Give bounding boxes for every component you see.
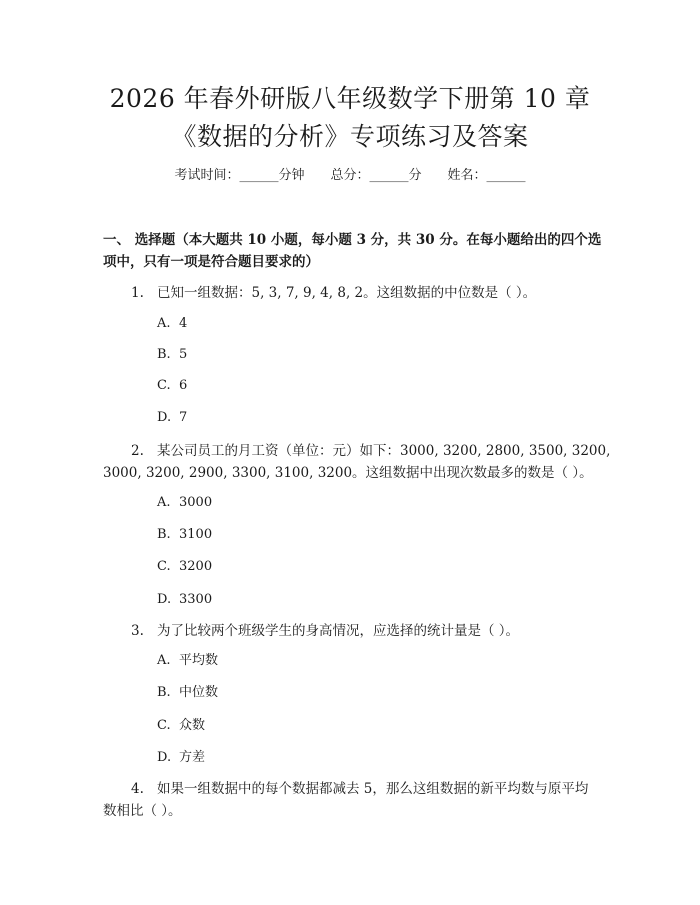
question-number: 4.: [131, 781, 144, 797]
question-1-option-c: [157, 376, 187, 396]
question-1-option-a: [157, 314, 187, 334]
option-text: 平均数: [179, 653, 219, 668]
question-2-option-c: [157, 557, 212, 577]
question-number: 2.: [131, 443, 144, 459]
option-letter: C.: [157, 718, 171, 733]
option-text: 3300: [179, 592, 213, 607]
option-text: 中位数: [179, 685, 219, 700]
question-3-option-d: [157, 748, 205, 768]
question-3: [131, 620, 519, 642]
question-3-option-c: [157, 716, 205, 736]
question-3-option-b: [157, 683, 218, 703]
option-letter: B.: [157, 527, 171, 542]
question-text: 为了比较两个班级学生的身高情况，应选择的统计量是（ ）。: [157, 623, 520, 639]
exam-info: [0, 166, 700, 186]
option-letter: D.: [157, 750, 172, 765]
document-title-line-2: 《数据的分析》专项练习及答案: [171, 122, 529, 151]
total-score-field: 总分：______分: [330, 168, 422, 183]
question-3-option-a: [157, 651, 218, 671]
option-letter: A.: [157, 653, 171, 668]
option-letter: A.: [157, 316, 171, 331]
option-text: 众数: [179, 718, 206, 733]
option-text: 3000: [179, 495, 213, 510]
option-text: 4: [179, 316, 188, 331]
question-2-continuation: 3000, 3200, 2900, 3300, 3100, 3200。这组数据中出现次数最多的数是（ ）。: [103, 465, 593, 481]
section-heading-line-2: 项中，只有一项是符合题目要求的）: [103, 254, 319, 270]
question-text: 已知一组数据：5, 3, 7, 9, 4, 8, 2。这组数据的中位数是（ ）。: [157, 285, 537, 301]
question-2: [131, 440, 610, 462]
option-text: 7: [179, 410, 188, 425]
option-letter: B.: [157, 685, 171, 700]
option-text: 3100: [179, 527, 213, 542]
question-text: 某公司员工的月工资（单位：元）如下：3000, 3200, 2800, 3500, 3200,: [157, 443, 611, 459]
option-text: 方差: [179, 750, 206, 765]
question-number: 1.: [131, 285, 144, 301]
question-4: [131, 778, 588, 800]
question-1-option-b: [157, 345, 187, 365]
document-title-line-1: 2026 年春外研版八年级数学下册第 10 章: [109, 84, 591, 113]
question-2-option-d: [157, 590, 212, 610]
exam-time-field: 考试时间：______分钟: [174, 168, 305, 183]
option-letter: D.: [157, 592, 172, 607]
option-text: 6: [179, 378, 188, 393]
option-letter: C.: [157, 378, 171, 393]
question-2-option-a: [157, 493, 212, 513]
option-letter: B.: [157, 347, 171, 362]
student-name-field: 姓名：______: [447, 168, 526, 183]
option-letter: C.: [157, 559, 171, 574]
question-1-option-d: [157, 408, 187, 428]
question-text: 如果一组数据中的每个数据都减去 5，那么这组数据的新平均数与原平均: [157, 781, 589, 797]
question-4-continuation: 数相比（ ）。: [103, 803, 182, 819]
question-2-option-b: [157, 525, 212, 545]
option-letter: A.: [157, 495, 171, 510]
option-letter: D.: [157, 410, 172, 425]
question-1: [131, 282, 536, 304]
question-number: 3.: [131, 623, 144, 639]
option-text: 3200: [179, 559, 213, 574]
option-text: 5: [179, 347, 188, 362]
section-heading-line-1: 一、 选择题（本大题共 10 小题，每小题 3 分，共 30 分。在每小题给出的四个选: [103, 232, 602, 248]
